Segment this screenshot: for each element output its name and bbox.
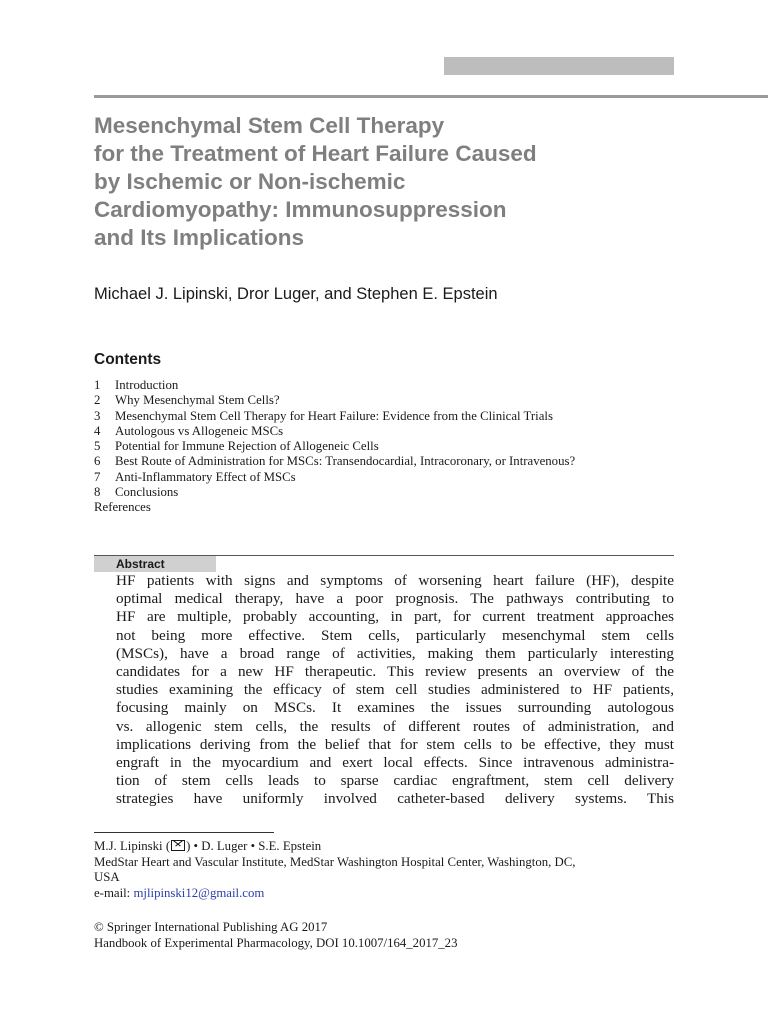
abstract-text [116,572,674,809]
abstract-line: tion of stem cells leads to sparse cardiac engraftment, stem cell delivery [116,772,674,790]
abstract-line: strategies have uniformly involved catheter-based delivery systems. This [116,790,674,808]
toc-number: 8 [94,485,101,500]
title-line: by Ischemic or Non-ischemic [94,169,406,194]
header-bar [444,57,674,75]
toc-item[interactable] [94,454,694,469]
toc-item[interactable] [94,393,694,408]
toc-item[interactable] [94,424,694,439]
toc-number: 2 [94,393,101,408]
toc-label: Best Route of Administration for MSCs: Transendocardial, Intracoronary, or Intravenous? [115,454,576,469]
toc-number: 5 [94,439,101,454]
footnote-author-prefix: M.J. Lipinski ( [94,839,171,853]
abstract-line: candidates for a new HF therapeutic. This review presents an overview of the [116,663,674,681]
title-line: Mesenchymal Stem Cell Therapy [94,113,445,138]
abstract-line: engraft in the myocardium and exert local effects. Since intravenous administra- [116,754,674,772]
table-of-contents [94,378,694,516]
abstract-line: not being more effective. Stem cells, particularly mesenchymal stem cells [116,626,674,644]
envelope-icon [171,840,185,851]
toc-number: 1 [94,378,101,392]
toc-label: Potential for Immune Rejection of Allogeneic Cells [115,439,379,454]
toc-item[interactable] [94,409,694,424]
footnote-rule [94,832,274,833]
abstract-line: (MSCs), have a broad range of activities, making them particularly interesting [116,644,674,662]
toc-number: 3 [94,408,101,423]
toc-references[interactable]: References [94,500,151,515]
paper-title [94,112,714,252]
contents-heading: Contents [94,351,162,368]
author-list: Michael J. Lipinski, Dror Luger, and Stephen E. Epstein [94,285,498,303]
toc-item[interactable] [94,378,694,393]
abstract-line: implications deriving from the belief that for stem cells to be effective, they must [116,735,674,753]
footnote-author-suffix: ) • D. Luger • S.E. Epstein [186,839,322,853]
title-line: and Its Implications [94,225,305,250]
toc-item[interactable] [94,470,694,485]
abstract-line: focusing mainly on MSCs. It examines the issues surrounding autologous [116,699,674,717]
toc-number: 7 [94,469,101,484]
abstract-line: HF patients with signs and symptoms of worsening heart failure (HF), despite [116,572,674,589]
title-line: Cardiomyopathy: Immunosuppression [94,197,507,222]
toc-item[interactable] [94,439,694,454]
abstract-line: vs. allogenic stem cells, the results of different routes of administration, and [116,717,674,735]
toc-label: Introduction [115,378,179,392]
toc-label: Autologous vs Allogeneic MSCs [115,423,284,438]
copyright-line: © Springer International Publishing AG 2017 [94,920,328,934]
toc-label: Why Mesenchymal Stem Cells? [115,393,280,408]
abstract-line: HF are multiple, probably accounting, in part, for current treatment approaches [116,608,674,626]
copyright-block [94,920,694,951]
toc-label: Mesenchymal Stem Cell Therapy for Heart Failure: Evidence from the Clinical Trials [115,408,553,423]
email-link[interactable]: mjlipinski12@gmail.com [133,885,265,900]
footnote-affiliation: MedStar Heart and Vascular Institute, MedStar Washington Hospital Center, Washington, DC, [94,854,576,869]
footnote-affiliation-country: USA [94,870,120,884]
toc-label: Anti-Inflammatory Effect of MSCs [115,469,296,484]
footnote-authors [94,839,694,855]
toc-number: 6 [94,454,101,469]
toc-item[interactable] [94,485,694,500]
abstract-line: studies examining the efficacy of stem cell studies administered to HF patients, [116,681,674,699]
toc-number: 4 [94,423,101,438]
footnote-email-row [94,886,694,902]
author-footnote [94,839,694,901]
header-rule [94,95,768,98]
title-line: for the Treatment of Heart Failure Caused [94,141,537,166]
email-label: e-mail: [94,885,134,900]
toc-label: Conclusions [115,485,179,500]
abstract-label: Abstract [94,556,216,572]
journal-doi-line: Handbook of Experimental Pharmacology, DOI 10.1007/164_2017_23 [94,935,458,950]
abstract-line: optimal medical therapy, have a poor prognosis. The pathways contributing to [116,590,674,608]
